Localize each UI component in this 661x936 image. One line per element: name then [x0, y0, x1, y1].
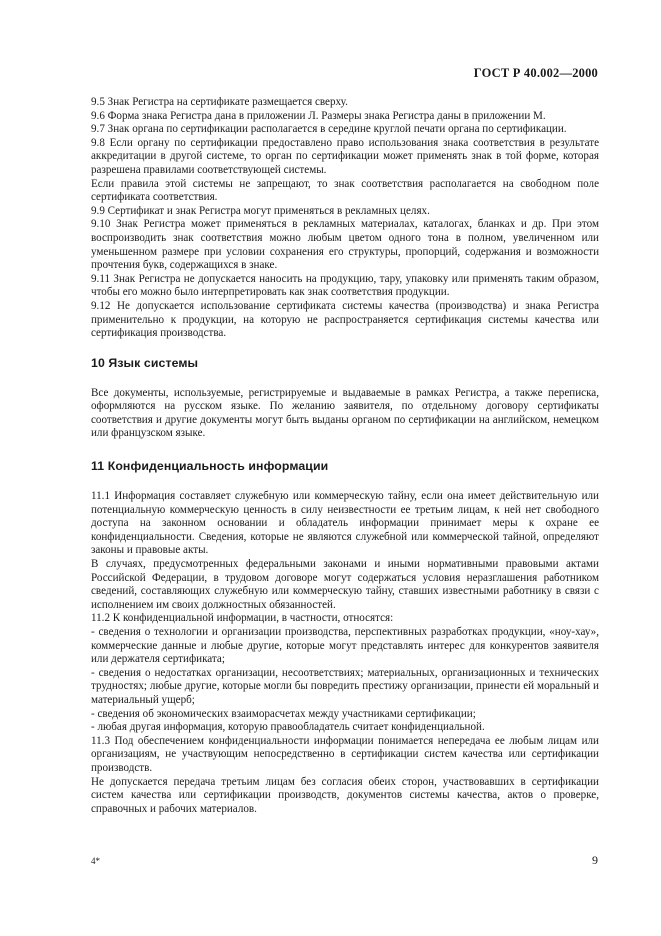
paragraph: 9.11 Знак Регистра не допускается наносить на продукцию, тару, упаковку или применять таким образом, чтобы его можно было интерпретировать как знак соответствия продукции. — [91, 272, 599, 299]
paragraph: 11.2 К конфиденциальной информации, в частности, относятся: — [91, 612, 394, 625]
paragraph: 9.12 Не допускается использование сертификата системы качества (производства) и знака Регистра применительно к продукции, на которую не распространяется сертификация системы качества или сертификация производства. — [91, 299, 599, 340]
paragraph: - любая другая информация, которую правообладатель считает конфиденциальной. — [91, 721, 485, 734]
paragraph: 9.6 Форма знака Регистра дана в приложении Л. Размеры знака Регистра даны в приложении М. — [91, 109, 546, 122]
section-11-paragraphs — [91, 490, 599, 816]
paragraph: Если правила этой системы не запрещают, то знак соответствия располагается на свободном поле сертификата соответствия. — [91, 177, 599, 204]
paragraph: 9.9 Сертификат и знак Регистра могут применяться в рекламных целях. — [91, 204, 430, 217]
section-9-paragraphs — [91, 96, 599, 341]
paragraph: 9.10 Знак Регистра может применяться в рекламных материалах, каталогах, бланках и др. При этом воспроизводить знак соответствия можно любым цветом одного тона в полном, увеличенном или уменьшенном размере при условии сохранения его структуры, пропорций, содержания и возможности прочтения букв, содержащихся в знаке. — [91, 218, 599, 272]
paragraph: 11.3 Под обеспечением конфиденциальности информации понимается непередача ее любым лицам или организациям, не участвующим непосредственно в сертификации систем качества или сертификации производств. — [91, 734, 599, 774]
section-10-paragraphs — [91, 387, 599, 441]
section-10-title: 10 Язык системы — [91, 355, 199, 370]
paragraph: 11.1 Информация составляет служебную или коммерческую тайну, если она имеет действительную или потенциальную коммерческую ценность в силу неизвестности ее третьим лицам, к ней нет свободного доступа на законном основании и обладатель информации принимает меры к охране ее конфиденциальности. Сведения, которые не являются служебной или коммерческой тайной, определяют законы и правовые акты. — [91, 490, 599, 557]
page-number: 9 — [592, 853, 598, 867]
paragraph: 9.8 Если органу по сертификации предоставлено право использования знака соответствия в результате аккредитации в другой системе, то орган по сертификации может применять знак в той форме, которая разрешена правилами соответствующей системы. — [91, 136, 599, 176]
paragraph: 9.7 Знак органа по сертификации располагается в середине круглой печати органа по сертификации. — [91, 123, 567, 136]
paragraph: Все документы, используемые, регистрируемые и выдаваемые в рамках Регистра, а также переписка, оформляются на русском языке. По желанию заявителя, по отдельному договору сертификаты соответствия и другие документы могут быть выданы органом по сертификации на английском, немецком или французском языке. — [91, 386, 599, 440]
page-content — [91, 96, 599, 816]
paragraph: - сведения о недостатках организации, несоответствиях; материальных, организационных и технических трудностях; любые другие, которые могли бы повредить престижу организации, принести ей моральный и материальный ущерб; — [91, 666, 599, 706]
paragraph: Не допускается передача третьим лицам без согласия обеих сторон, участвовавших в сертификации систем качества или сертификации производств, документов системы качества, актов о проверке, справочных и рабочих материалов. — [91, 775, 599, 815]
paragraph: - сведения об экономических взаиморасчетах между участниками сертификации; — [91, 707, 476, 720]
paragraph: - сведения о технологии и организации производства, перспективных разработках продукции, «ноу-хау», коммерческие данные и любые другие, которые могут представлять интерес для конкурентов заявителя или держателя сертификата; — [91, 626, 599, 666]
paragraph: 9.5 Знак Регистра на сертификате размещается сверху. — [91, 96, 348, 108]
footer-sheet-mark: 4* — [91, 856, 100, 866]
document-code-header: ГОСТ Р 40.002—2000 — [473, 66, 598, 80]
paragraph: В случаях, предусмотренных федеральными законами и иными нормативными правовыми актами Российской Федерации, в трудовом договоре могут содержаться условия неразглашения работником сведений, составляющих служебную или коммерческую тайну, ставших известными работнику в связи с исполнением им своих должностных обязанностей. — [91, 558, 599, 611]
section-11-title: 11 Конфиденциальность информации — [91, 459, 329, 474]
